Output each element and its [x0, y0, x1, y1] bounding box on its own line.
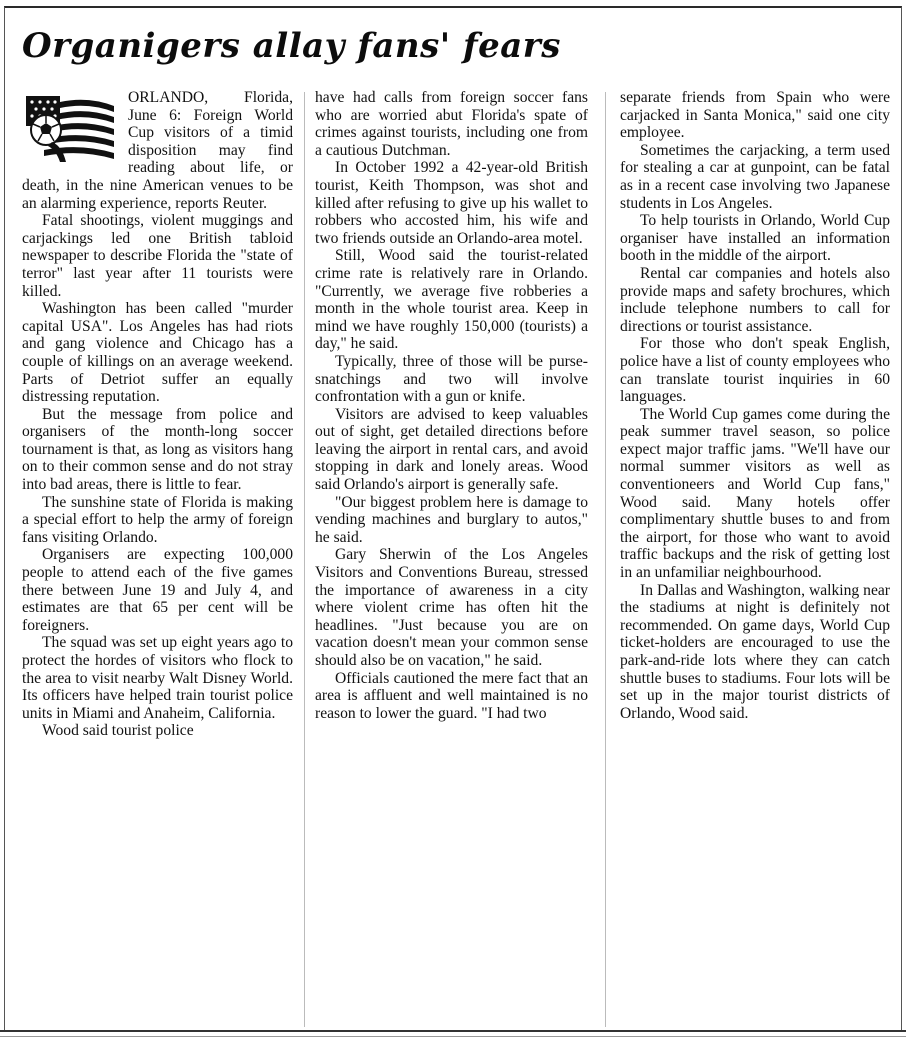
paragraph: Organisers are expecting 100,000 people to attend each of the five games there between June 19 and July 4, and estimates are that 65 per cent will be foreigners. — [22, 546, 293, 634]
paragraph: Officials cautioned the mere fact that an area is affluent and well maintained is no reason to lower the guard. "I had two — [315, 669, 588, 722]
column-gutter-2 — [605, 92, 606, 1027]
paragraph: In Dallas and Washington, walking near the stadiums at night is definitely not recommended. On game days, World Cup ticket-holders are encouraged to use the park-and-ride lots where they can catch shuttle buses to stadiums. Four lots will be set up in the major tourist districts of Orlando, Wood said. — [620, 581, 890, 722]
bottom-rule-secondary — [0, 1036, 906, 1037]
article-column-3 — [620, 89, 890, 722]
paragraph: Washington has been called "murder capital USA". Los Angeles has had riots and gang violence and Chicago has a couple of killings on an average weekend. Parts of Detriot suffer an equally distressing reputation. — [22, 300, 293, 406]
paragraph: To help tourists in Orlando, World Cup organiser have installed an information booth in the middle of the airport. — [620, 212, 890, 265]
paragraph: Gary Sherwin of the Los Angeles Visitors and Conventions Bureau, stressed the importance of awareness in a city where violent crime has often hit the headlines. "Just because you are on vacation doesn't mean your common sense should also be on vacation," he said. — [315, 546, 588, 669]
paragraph: have had calls from foreign soccer fans who are worried abut Florida's spate of crimes against tourists, including one from a cautious Dutchman. — [315, 89, 588, 159]
paragraph: Visitors are advised to keep valuables out of sight, get detailed directions before leaving the airport in rental cars, and avoid stopping in dark and lonely areas. Wood said Orlando's airport is generally safe. — [315, 405, 588, 494]
paragraph: "Our biggest problem here is damage to vending machines and burglary to autos," he said. — [315, 493, 588, 546]
paragraph: Typically, three of those will be purse-snatchings and two will involve confrontation with a gun or knife. — [315, 352, 588, 406]
paragraph: The squad was set up eight years ago to protect the hordes of visitors who flock to the area to visit nearby Walt Disney World. Its officers have helped train tourist police units in Miami and Anaheim, California. — [22, 634, 293, 722]
article-column-1 — [22, 89, 293, 740]
paragraph: The sunshine state of Florida is making a special effort to help the army of foreign fans visiting Orlando. — [22, 493, 293, 546]
paragraph: Still, Wood said the tourist-related crime rate is relatively rare in Orlando. "Currently, we average five robberies a month in the whole tourist area. Keep in mind we have roughly 150,000 (tourists) a day," he said. — [315, 247, 588, 353]
paragraph: separate friends from Spain who were carjacked in Santa Monica," said one city employee. — [620, 89, 890, 142]
paragraph: Fatal shootings, violent muggings and carjackings led one British tabloid newspaper to describe Florida the "state of terror" last year after 11 tourists were killed. — [22, 212, 293, 300]
paragraph: But the message from police and organisers of the month-long soccer tournament is that, as long as visitors hang on to their common sense and do not stray into bad areas, there is little to fear. — [22, 405, 293, 494]
paragraph: Sometimes the carjacking, a term used for stealing a car at gunpoint, can be fatal as in a recent case involving two Japanese students in Los Angeles. — [620, 141, 890, 212]
paragraph: ORLANDO, Florida, June 6: Foreign World Cup visitors of a timid disposition may find reading about life, or death, in the nine American venues to be an alarming experience, reports Reuter. — [22, 89, 293, 212]
headline: Organigers allay fans' fears — [22, 26, 561, 66]
paragraph: For those who don't speak English, police have a list of county employees who can translate tourist inquiries in 60 languages. — [620, 335, 890, 406]
paragraph: The World Cup games come during the peak summer travel season, so police expect major traffic jams. "We'll have our normal summer visitors as well as conventioneers and World Cup fans," Wood said. Many hotels offer complimentary shuttle buses to and from the airport, for those who want to avoid traffic backups and the risk of getting lost in an unfamiliar neighbourhood. — [620, 405, 890, 582]
paragraph: Rental car companies and hotels also provide maps and safety brochures, which include telephone numbers to call for directions or tourist assistance. — [620, 264, 890, 335]
paragraph: In October 1992 a 42-year-old British tourist, Keith Thompson, was shot and killed after refusing to give up his wallet to robbers who accosted him, his wife and two friends outside an Orlando-area motel. — [315, 159, 588, 247]
column-gutter-1 — [304, 92, 305, 1027]
paragraph: Wood said tourist police — [42, 722, 194, 740]
article-column-2 — [315, 89, 588, 722]
world-cup-94-logo-icon — [22, 92, 118, 168]
bottom-rule — [0, 1030, 906, 1032]
